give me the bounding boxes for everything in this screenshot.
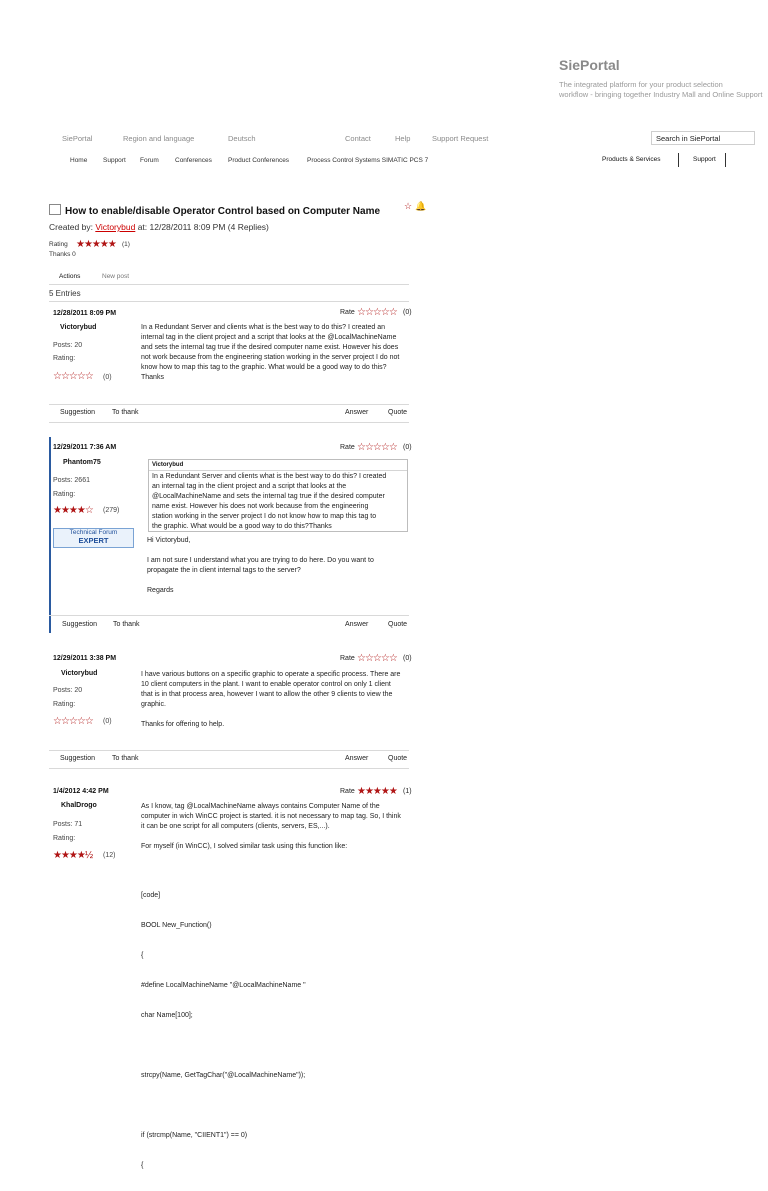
tagline-line-1: The integrated platform for your product selection [559, 80, 723, 89]
body-line: Thanks [141, 374, 164, 381]
body-line: Regards [147, 587, 174, 594]
user-rating-stars: ☆☆☆☆☆ [53, 371, 93, 382]
blank-line [141, 1101, 431, 1111]
thread-title: How to enable/disable Operator Control based on Computer Name [65, 206, 381, 217]
quote-button[interactable]: Quote [388, 409, 408, 416]
user-rating-label: Rating: [53, 835, 76, 842]
thank-button[interactable]: To thank [112, 409, 139, 416]
body-line: As I know, tag @LocalMachineName always contains Computer Name of the [141, 803, 380, 810]
post-divider [49, 750, 409, 751]
expert-badge [53, 528, 134, 548]
entries-count: 5 Entries [49, 289, 81, 298]
user-rating-count: (12) [103, 852, 116, 859]
post-count [53, 342, 82, 349]
nav-divider [678, 153, 679, 167]
posts-label: Posts: [53, 342, 75, 349]
quote-author: Victorybud [149, 460, 407, 471]
topnav-support-request[interactable]: Support Request [432, 134, 489, 143]
post-author[interactable]: Phantom75 [63, 459, 101, 466]
created-prefix: Created by: [49, 222, 96, 232]
rate-stars[interactable]: ☆☆☆☆☆ [357, 442, 397, 453]
suggestion-button[interactable]: Suggestion [62, 621, 98, 628]
subnav-forum[interactable]: Forum [140, 157, 159, 164]
answer-button[interactable]: Answer [345, 755, 369, 762]
post-body [141, 802, 431, 852]
thread-thanks: Thanks 0 [49, 251, 76, 258]
code-line: char Name[100]; [141, 1012, 193, 1019]
post-divider [49, 404, 409, 405]
body-line: and sets the internal tag true if the desired computer name exist. However his does [141, 344, 399, 351]
user-rating-label: Rating: [53, 491, 76, 498]
body-line: that is in that process area, however I want to allow the other 9 clients to view the [141, 691, 393, 698]
author-link[interactable]: Victorybud [95, 222, 136, 232]
post-divider [49, 768, 409, 769]
rate-label: Rate [340, 309, 355, 316]
body-line: Thanks for offering to help. [141, 721, 225, 728]
entries-divider [49, 301, 409, 302]
topnav-region[interactable]: Region and language [123, 134, 195, 143]
quote-line: @LocalMachineName and sets the internal tag true if the desired computer [152, 493, 385, 500]
user-rating-label: Rating: [53, 701, 76, 708]
posts-label: Posts: [53, 821, 75, 828]
search-input[interactable]: Search in SiePortal [651, 131, 755, 145]
posts-label: Posts: [53, 687, 75, 694]
posts-value: 20 [74, 342, 83, 349]
post-body [141, 670, 423, 730]
post-author[interactable]: Victorybud [60, 324, 97, 331]
nav-divider [725, 153, 726, 167]
user-rating-count: (0) [103, 718, 112, 725]
nav-products-services[interactable]: Products & Services [602, 156, 661, 163]
quote-line: the graphic. What would be a good way to do this?Thanks [152, 523, 332, 530]
post-author[interactable]: KhalDrogo [61, 802, 97, 809]
code-block [141, 871, 431, 1191]
posts-value: 20 [74, 687, 83, 694]
topnav-language[interactable]: Deutsch [228, 134, 256, 143]
posts-value: 2661 [74, 477, 90, 484]
quote-line: In a Redundant Server and clients what is the best way to do this? I created [152, 473, 387, 480]
quote-box [148, 459, 408, 532]
body-line: not work because from the engineering station working in the server project I do not [141, 354, 400, 361]
thank-button[interactable]: To thank [113, 621, 140, 628]
body-line: graphic. [141, 701, 166, 708]
body-line: Hi Victorybud, [147, 537, 191, 544]
thread-title-row [49, 204, 380, 217]
code-line: strcpy(Name, GetTagChar("@LocalMachineName")); [141, 1072, 306, 1079]
code-line: #define LocalMachineName "@LocalMachineName " [141, 982, 306, 989]
code-line: [code] [141, 892, 161, 899]
blank-line [147, 546, 429, 556]
tab-actions[interactable]: Actions [59, 273, 81, 280]
blank-line [141, 710, 423, 720]
quote-line: name exist. However his does not work because from the engineering [152, 503, 369, 510]
post-date: 12/28/2011 8:09 PM [53, 310, 117, 317]
brand-name[interactable]: SiePortal [559, 57, 620, 73]
user-rating-stars: ★★★★½ [53, 850, 93, 861]
suggestion-button[interactable]: Suggestion [60, 409, 96, 416]
rate-label: Rate [340, 444, 355, 451]
quote-line: an internal tag in the client project and a script that looks at the [152, 483, 347, 490]
subnav-product-conferences[interactable]: Product Conferences [228, 157, 290, 164]
posts-label: Posts: [53, 477, 75, 484]
rate-count: (0) [403, 444, 412, 451]
rate-count: (0) [403, 655, 412, 662]
rate-stars[interactable]: ☆☆☆☆☆ [357, 307, 397, 318]
blank-line [141, 1041, 431, 1051]
post-divider [49, 422, 409, 423]
edit-icon [49, 204, 61, 215]
tab-new-post[interactable]: New post [102, 273, 130, 280]
rate-count: (0) [403, 309, 412, 316]
answer-button[interactable]: Answer [345, 621, 369, 628]
badge-line-2: EXPERT [78, 536, 109, 545]
body-line: For myself (in WinCC), I solved similar task using this function like: [141, 843, 348, 850]
post-author[interactable]: Victorybud [61, 670, 98, 677]
favorite-star-icon[interactable]: ☆ [404, 201, 413, 211]
rate-stars[interactable]: ☆☆☆☆☆ [357, 653, 397, 664]
code-line: if (strcmp(Name, "CIIENT1") == 0) [141, 1132, 248, 1139]
suggestion-button[interactable]: Suggestion [60, 755, 96, 762]
body-line: I am not sure I understand what you are trying to do here. Do you want to [147, 557, 374, 564]
quote-button[interactable]: Quote [388, 755, 408, 762]
post-body [147, 536, 429, 596]
topnav-sieportal[interactable]: SiePortal [62, 134, 93, 143]
answer-button[interactable]: Answer [345, 409, 369, 416]
thank-button[interactable]: To thank [112, 755, 139, 762]
code-line: BOOL New_Function() [141, 922, 212, 929]
badge-line-1: Technical Forum [69, 529, 118, 536]
user-rating-label: Rating: [53, 355, 76, 362]
nav-support[interactable]: Support [693, 156, 716, 163]
body-line: know how to map this tag to the graphic. What would be a good way to do this? [141, 364, 387, 371]
thread-rating-stars: ★★★★★ [76, 239, 116, 250]
subnav-support[interactable]: Support [103, 157, 126, 164]
brand-tagline [559, 80, 768, 100]
posts-value: 71 [74, 821, 83, 828]
body-line: In a Redundant Server and clients what is the best way to do this? I created an [141, 324, 385, 331]
post-date: 12/29/2011 3:38 PM [53, 655, 117, 662]
user-rating-count: (279) [103, 507, 120, 514]
user-rating-stars: ★★★★☆ [53, 505, 93, 516]
subnav-pcs7[interactable]: Process Control Systems SIMATIC PCS 7 [307, 157, 429, 164]
user-rating-stars: ☆☆☆☆☆ [53, 716, 93, 727]
blank-line [141, 832, 431, 842]
body-line: I have various buttons on a specific graphic to operate a specific process. There are [141, 671, 401, 678]
code-line: { [141, 952, 144, 959]
highlight-bar [49, 437, 51, 633]
thread-rating-count: (1) [122, 241, 130, 248]
rate-label: Rate [340, 788, 355, 795]
post-count [53, 477, 90, 484]
body-line: 10 client computers in the plant. I want to enable operator control on only 1 client [141, 681, 391, 688]
quote-button[interactable]: Quote [388, 621, 408, 628]
subnav-home[interactable]: Home [70, 157, 88, 164]
thread-rating-label: Rating [49, 241, 68, 248]
body-line: propagate the in client internal tags to the server? [147, 567, 301, 574]
blank-line [147, 576, 429, 586]
body-line: internal tag in the client project and a script that looks at the @LocalMachineName [141, 334, 397, 341]
rate-label: Rate [340, 655, 355, 662]
topnav-help[interactable]: Help [395, 134, 411, 143]
code-line: { [141, 1162, 144, 1169]
rate-count: (1) [403, 788, 412, 795]
body-line: computer in wich WinCC project is started. it is not necessary to map tag. So, I think [141, 813, 401, 820]
post-date: 1/4/2012 4:42 PM [53, 788, 109, 795]
subnav-conferences[interactable]: Conferences [175, 157, 212, 164]
quote-body [149, 471, 407, 533]
post-date: 12/29/2011 7:36 AM [53, 444, 117, 451]
topnav-contact[interactable]: Contact [345, 134, 371, 143]
post-count [53, 821, 82, 828]
post-count [53, 687, 82, 694]
notification-bell-icon[interactable]: 🔔 [415, 201, 427, 211]
rate-stars[interactable]: ★★★★★ [357, 786, 397, 797]
created-suffix: at: 12/28/2011 8:09 PM (4 Replies) [135, 222, 269, 232]
quote-line: station working in the server project I do not know how to map this tag to [152, 513, 377, 520]
thread-created-info [49, 222, 269, 232]
post-divider [49, 615, 409, 616]
post-body [141, 323, 423, 383]
body-line: it can be one script for all computers (clients, servers, ES,...). [141, 823, 330, 830]
user-rating-count: (0) [103, 374, 112, 381]
tabs-divider [49, 284, 409, 285]
tagline-line-2: workflow - bringing together Industry Mall and Online Support [559, 90, 763, 99]
